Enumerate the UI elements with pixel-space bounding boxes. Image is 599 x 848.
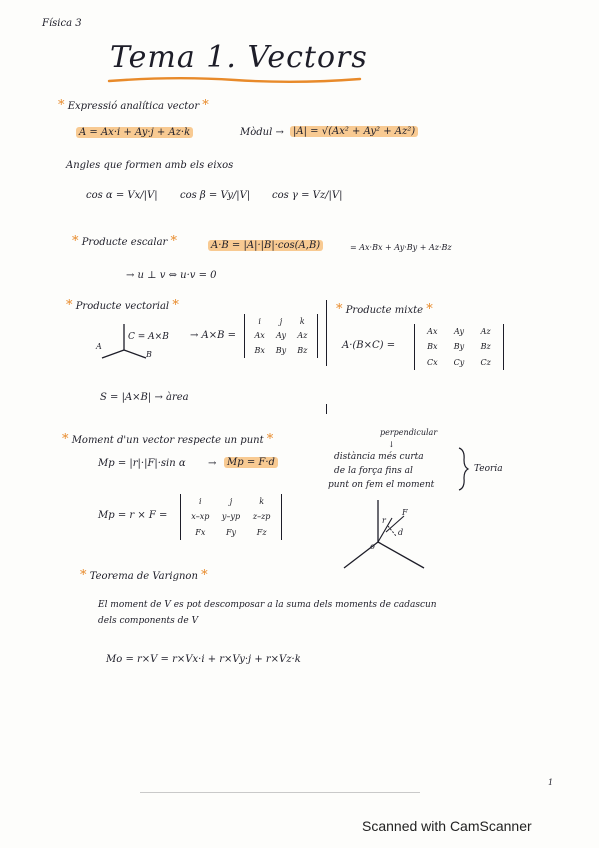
cos-gamma: cos γ = Vz/|V| <box>272 190 343 201</box>
diagram-b-label: B <box>146 350 152 359</box>
modul-label: Mòdul → <box>240 127 284 138</box>
note-line-2: de la força fins al <box>334 466 413 476</box>
fig-d-label: d <box>398 528 404 537</box>
star-icon: * <box>202 98 209 113</box>
section-vectorial-heading: * Producte vectorial * <box>66 298 179 313</box>
star-icon: * <box>170 234 178 249</box>
column-divider <box>326 404 327 414</box>
diagram-a-label: A <box>96 342 102 351</box>
fig-r-label: r <box>382 516 386 525</box>
star-icon: * <box>80 568 87 583</box>
vector-formula: A = Ax·i + Ay·j + Az·k <box>76 127 193 138</box>
star-icon: * <box>336 302 343 317</box>
angles-text: Angles que formen amb els eixos <box>66 160 234 171</box>
note-line-1: distància més curta <box>334 452 424 462</box>
scalar-formula: A·B = |A|·|B|·cos(A,B) <box>208 240 323 251</box>
note-line-3: punt on fem el moment <box>328 480 435 490</box>
brace-icon <box>456 446 470 492</box>
subject-label: Física 3 <box>42 18 82 29</box>
section-varignon-heading: * Teorema de Varignon * <box>80 568 208 583</box>
cross-product-axes-diagram <box>94 318 154 370</box>
moment-axes-diagram <box>340 496 430 576</box>
section-scalar-heading: * Producte escalar * <box>72 234 178 249</box>
star-icon: * <box>58 98 65 113</box>
section-moment-heading: * Moment d'un vector respecte un punt * <box>62 432 274 447</box>
footer-divider <box>140 792 420 793</box>
page-number: 1 <box>548 778 554 787</box>
moment-arrow: → <box>208 458 217 469</box>
page-title: Tema 1. Vectors <box>110 40 368 75</box>
varignon-text-line-1: El moment de V es pot descomposar a la suma dels moments de cadascun <box>98 600 437 610</box>
scanner-watermark: Scanned with CamScanner <box>362 818 532 834</box>
fig-o-label: o <box>370 542 375 551</box>
cross-formula-lhs: → A×B = <box>190 330 237 341</box>
star-icon: * <box>72 234 79 249</box>
star-icon: * <box>426 302 433 317</box>
cross-product-determinant: i j k Ax Ay Az Bx By Bz <box>244 314 318 358</box>
perpendicular-condition: → u ⊥ v ⇔ u·v = 0 <box>126 270 217 281</box>
section-analytic-heading: * Expressió analítica vector * <box>58 98 209 113</box>
moment-det-lhs: Mp = r × F = <box>98 510 168 521</box>
note-teoria: Teoria <box>474 464 503 474</box>
section-mixt-heading: * Producte mixte * <box>336 302 433 317</box>
cos-beta: cos β = Vy/|V| <box>180 190 251 201</box>
scalar-components: = Ax·Bx + Ay·By + Az·Bz <box>350 243 452 252</box>
diagram-c-label: C = A×B <box>128 332 169 342</box>
star-icon: * <box>201 568 208 583</box>
title-underline <box>105 74 365 86</box>
varignon-formula: Mo = r×V = r×Vx·i + r×Vy·j + r×Vz·k <box>106 654 301 665</box>
mixed-product-determinant: Ax Ay Az Bx By Bz Cx Cy Cz <box>414 324 504 370</box>
note-down-arrow: ↓ <box>388 440 395 449</box>
area-formula: S = |A×B| → àrea <box>100 392 189 403</box>
star-icon: * <box>66 298 73 313</box>
mixt-formula-lhs: A·(B×C) = <box>342 340 396 351</box>
moment-formula: Mp = |r|·|F|·sin α <box>98 458 186 469</box>
star-icon: * <box>172 298 179 313</box>
modul-formula: |A| = √(Ax² + Ay² + Az²) <box>290 126 418 137</box>
note-perpendicular: perpendicular <box>380 428 438 437</box>
moment-determinant: i j k x–xp y–yp z–zp Fx Fy Fz <box>180 494 282 540</box>
star-icon: * <box>62 432 69 447</box>
star-icon: * <box>266 432 274 447</box>
moment-formula-highlight: Mp = F·d <box>224 457 278 468</box>
column-divider <box>326 300 327 366</box>
varignon-text-line-2: dels components de V <box>98 616 199 626</box>
fig-f-label: F <box>402 508 408 517</box>
cos-alpha: cos α = Vx/|V| <box>86 190 158 201</box>
